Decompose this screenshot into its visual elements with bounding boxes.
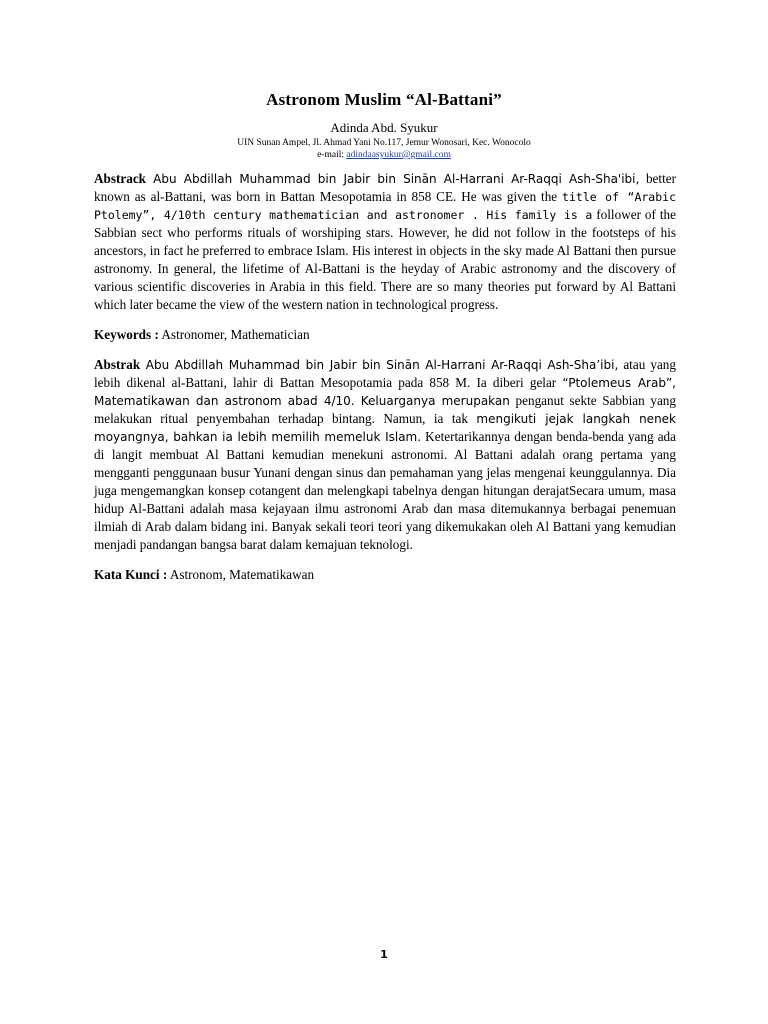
- keywords-line: [94, 326, 676, 344]
- abstract-indonesian-text: Abu Abdillah Muhammad bin Jabir bin Sinān Al-Harrani Ar-Raqqi Ash-Sha’ibi,: [140, 358, 619, 372]
- document-body: [94, 170, 676, 596]
- page-number: 1: [380, 948, 388, 961]
- kata-kunci-line: [94, 566, 676, 584]
- abstract-english-text: title of “Arabic Ptolemy”, 4/10th century mathematician and astronomer . His family is a: [94, 190, 676, 222]
- author-affiliation: [0, 137, 768, 161]
- abstract-indonesian-text: “Ptolemeus Arab”, Matematikawan dan astronom abad 4/10. Keluarganya merupakan: [94, 376, 676, 408]
- abstract-indonesian: [94, 356, 676, 554]
- keywords-label: Keywords :: [94, 327, 159, 342]
- abstract-indonesian-text: atau yang lebih dikenal al-Battani, lahir di Battan Mesopotamia pada 858 M. Ia diberi gelar: [94, 357, 676, 390]
- affiliation-line: UIN Sunan Ampel, Jl. Ahmad Yani No.117, Jemur Wonosari, Kec. Wonocolo: [237, 138, 531, 148]
- paper-title: Astronom Muslim “Al-Battani”: [266, 90, 502, 109]
- abstract-english: [94, 170, 676, 314]
- abstract-english-text: follower of the Sabbian sect who performs rituals of worshiping stars. However, he did not follow in the footsteps of his ancestors, in fact he preferred to embrace Islam. His interest in objects in the sky made Al Battani then pursue astronomy. In general, the lifetime of Al-Battani is the heyday of Arabic astronomy and the discovery of various scientific discoveries in Arabia in this field. There are so many theories put forward by Al Battani which later became the view of the western nation in technological progress.: [94, 207, 676, 312]
- abstract-indonesian-text: mengikuti jejak langkah nenek moyangnya, bahkan ia lebih memilih memeluk Islam.: [94, 412, 677, 444]
- abstract-english-text: Abu Abdillah Muhammad bin Jabir bin Sinān Al-Harrani Ar-Raqqi Ash-Sha'ibi,: [146, 172, 640, 186]
- abstract-english-text: better known as al-Battani, was born in Battan Mesopotamia in 858 CE. He was given the: [94, 171, 676, 204]
- abstract-english-label: Abstrack: [94, 171, 147, 186]
- abstract-indonesian-text: Ketertarikannya dengan benda-benda yang ada di langit membuat Al Battani kemudian menekuni astronomi. Al Battani adalah orang pertama yang mengganti penggunaan busur Yunani dengan sinus dan pemahaman yang jelas mengenai keunggulannya. Dia juga mengemangkan konsep cotangent dan melengkapi tabelnya dengan hitungan derajatSecara umum, masa hidup Al-Battani adalah masa kejayaan ilmu astronomi Arab dan masa ditemukannya berbagai penemuan ilmiah di Arab dalam bidang ini. Banyak sekali teori teori yang dikemukakan oleh Al Battani yang kemudian menjadi pandangan bangsa barat dalam kemajuan teknologi.: [94, 429, 677, 552]
- email-label: e-mail:: [317, 150, 347, 160]
- abstract-indonesian-text: penganut sekte Sabbian yang melakukan ritual penyembahan terhadap bintang. Namun, ia tak: [94, 393, 676, 426]
- kata-kunci-value: Astronom, Matematikawan: [167, 567, 315, 582]
- kata-kunci-label: Kata Kunci :: [94, 567, 168, 582]
- abstract-indonesian-label: Abstrak: [94, 357, 141, 372]
- email-line: [0, 149, 768, 161]
- keywords-value: Astronomer, Mathematician: [158, 327, 310, 342]
- email-link[interactable]: adindaasyukur@gmail.com: [346, 150, 451, 160]
- author-name: Adinda Abd. Syukur: [330, 120, 438, 135]
